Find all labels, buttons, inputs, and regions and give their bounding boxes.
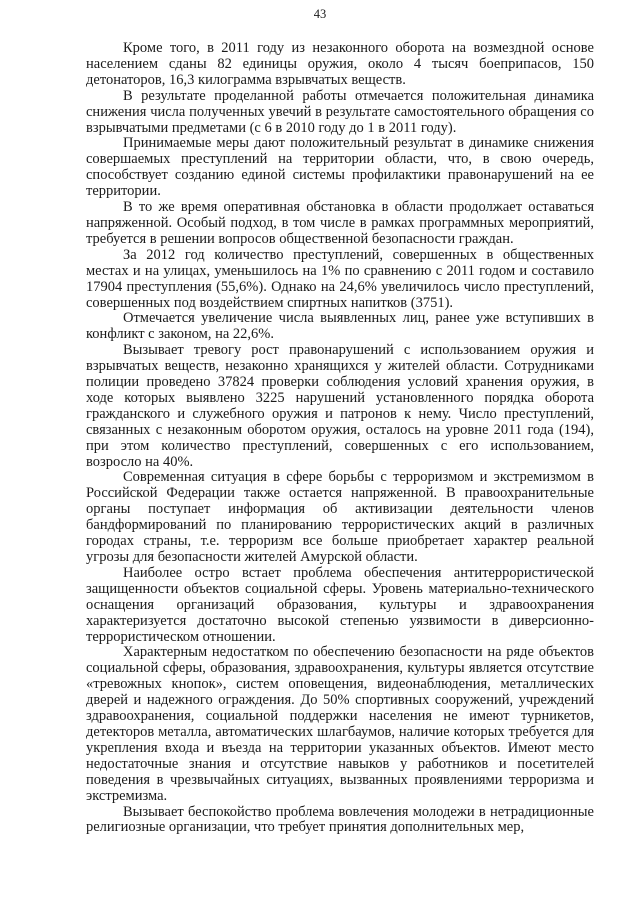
paragraph-tense-situation: В то же время оперативная обстановка в области продолжает оставаться напряженной. Особый подход, в том числе в рамках программных мероприятий, требуется в решении вопросов общественной безопасности граждан. xyxy=(86,199,594,247)
paragraph-surrendered-weapons: Кроме того, в 2011 году из незаконного оборота на возмездной основе населением сданы 82 единицы оружия, около 4 тысяч боеприпасов, 150 детонаторов, 16,3 килограмма взрывчатых веществ. xyxy=(86,40,594,88)
paragraph-youth-involvement: Вызывает беспокойство проблема вовлечения молодежи в нетрадиционные религиозные организации, что требует принятия дополнительных мер, xyxy=(86,803,594,836)
paragraph-antiterror-protection: Наиболее остро встает проблема обеспечения антитеррористической защищенности объектов социальной сферы. Уровень материально-технического оснащения организаций образования, культуры и здравоохранения характеризуется достаточно высокой степенью уязвимости в диверсионно-террористическом отношении. xyxy=(86,564,594,645)
page-number: 43 xyxy=(313,7,327,21)
document-body xyxy=(86,41,594,836)
paragraph-repeat-offenders: Отмечается увеличение числа выявленных лиц, ранее уже вступивших в конфликт с законом, на 22,6%. xyxy=(86,310,594,343)
paragraph-street-crime-2012: За 2012 год количество преступлений, совершенных в общественных местах и на улицах, уменьшилось на 1% по сравнению с 2011 годом и составило 17904 преступления (55,6%). Однако на 24,6% увеличилось число преступлений, совершенных под воздействием спиртных напитков (3751). xyxy=(86,246,594,311)
paragraph-injury-dynamics: В результате проделанной работы отмечается положительная динамика снижения числа полученных увечий в результате самостоятельного обращения со взрывчатыми предметами (с 6 в 2010 году до 1 в 2011 году). xyxy=(86,87,594,136)
paragraph-security-shortcomings: Характерным недостатком по обеспечению безопасности на ряде объектов социальной сферы, образования, здравоохранения, культуры является отсутствие «тревожных кнопок», систем оповещения, видеонаблюдения, металлических дверей и надежного ограждения. До 50% спортивных сооружений, учреждений здравоохранения, социальной поддержки населения не имеют турникетов, детекторов металла, автоматических шлагбаумов, наличие которых требуется для укрепления входа и въезда на территории указанных объектов. Имеют место недостаточные знания и отсутствие навыков у работников и посетителей поведения в чрезвычайных ситуациях, вызванных проявлениями терроризма и экстремизма. xyxy=(86,644,594,804)
paragraph-weapon-offenses: Вызывает тревогу рост правонарушений с использованием оружия и взрывчатых веществ, незаконно хранящихся у жителей области. Сотрудниками полиции проведено 37824 проверки соблюдения условий хранения оружия, в ходе которых выявлено 3225 нарушений установленного порядка оборота гражданского и служебного оружия и патронов к нему. Число преступлений, связанных с незаконным оборотом оружия, осталось на уровне 2011 года (194), при этом количество преступлений, совершенных с его использованием, возросло на 40%. xyxy=(86,342,594,470)
paragraph-terrorism-situation: Современная ситуация в сфере борьбы с терроризмом и экстремизмом в Российской Федерации также остается напряженной. В правоохранительные органы поступает информация об активизации деятельности членов бандформирований по планированию террористических акций в различных городах страны, т.е. терроризм все больше приобретает характер реальной угрозы для безопасности жителей Амурской области. xyxy=(86,469,594,565)
paragraph-crime-reduction: Принимаемые меры дают положительный результат в динамике снижения совершаемых преступлений на территории области, что, в свою очередь, способствует созданию единой системы профилактики правонарушений на ее территории. xyxy=(86,135,594,200)
